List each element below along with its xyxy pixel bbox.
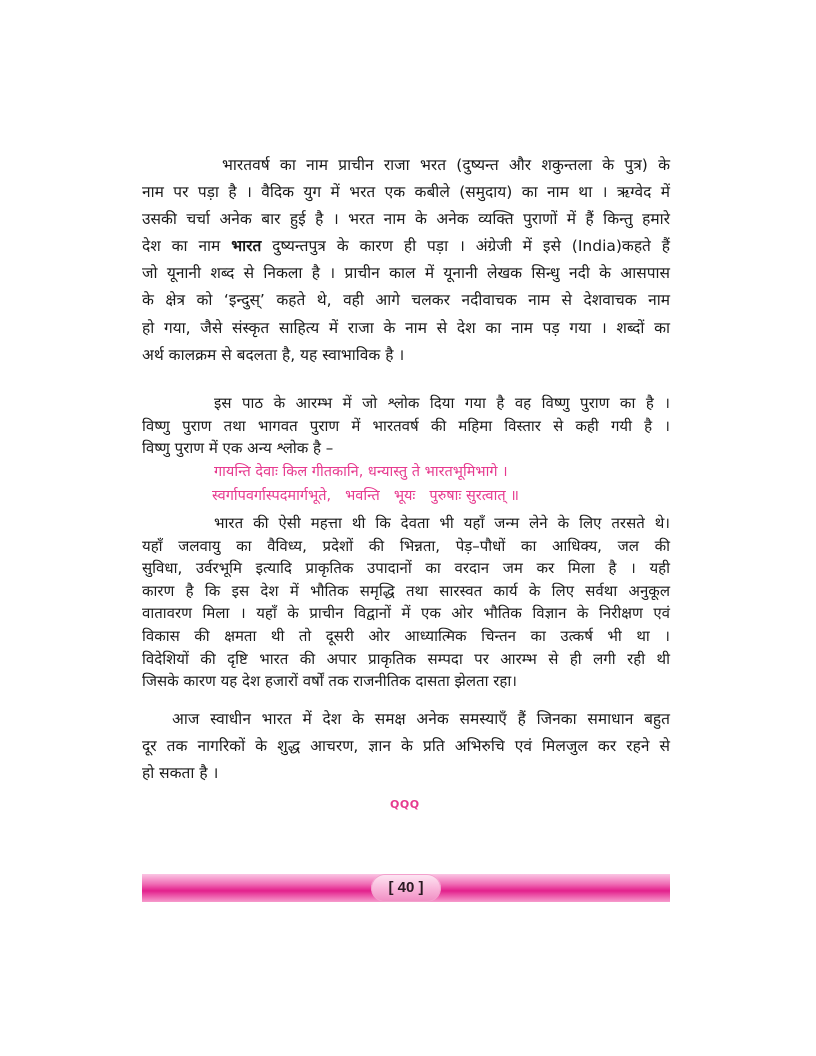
- text-line: हो सकता है ।: [142, 764, 219, 782]
- text-line: यहाँ जलवायु का वैविध्य, प्रदेशों की भिन्नता, पेड़–पौधों का आधिक्य, जल की: [142, 536, 670, 555]
- page-number: [ 40 ]: [371, 874, 441, 902]
- text-line: देश का नाम भारत दुष्यन्तपुत्र के कारण ही पड़ा । अंग्रेजी में इसे (India)कहते हैं: [142, 237, 670, 256]
- end-of-lesson-mark: QQQ: [390, 798, 420, 811]
- text-line: हो गया, जैसे संस्कृत साहित्य में राजा के नाम से देश का नाम पड़ गया । शब्दों का: [142, 318, 670, 337]
- bold-word-bharat: भारत: [231, 237, 262, 256]
- paragraph-bharat-mahatta: [142, 512, 670, 693]
- text-line: वातावरण मिला । यहाँ के प्राचीन विद्वानों में एक ओर भौतिक विज्ञान के निरीक्षण एवं: [142, 604, 670, 623]
- text-line: दूर तक नागरिकों के शुद्ध आचरण, ज्ञान के प्रति अभिरुचि एवं मिलजुल कर रहने से: [142, 737, 670, 755]
- paragraph-swadhin-bharat: [142, 706, 670, 787]
- verse-line-1: गायन्ति देवाः किल गीतकानि, धन्यास्तु ते भारतभूमिभागे ।: [214, 464, 508, 480]
- text-line: विकास की क्षमता थी तो दूसरी ओर आध्यात्मिक चिन्तन का उत्कर्ष भी था ।: [142, 626, 670, 645]
- text-line: अर्थ कालक्रम से बदलता है, यह स्वाभाविक है ।: [142, 345, 405, 364]
- text-line: कारण है कि इस देश में भौतिक समृद्धि तथा सारस्वत कार्य के लिए सर्वथा अनुकूल: [142, 581, 670, 600]
- text-line: सुविधा, उर्वरभूमि इत्यादि प्राकृतिक उपादानों का वरदान जम कर मिला है । यही: [142, 559, 670, 578]
- sanskrit-verse: [142, 460, 670, 508]
- text-line: आज स्वाधीन भारत में देश के समक्ष अनेक समस्याएँ हैं जिनका समाधान बहुत: [172, 710, 670, 728]
- text-line: विष्णु पुराण में एक अन्य श्लोक है –: [142, 439, 334, 458]
- verse-line-2: स्वर्गापवर्गास्पदमार्गभूते, भवन्ति भूयः पुरुषाः सुरत्वात् ॥: [212, 488, 519, 504]
- text-line: जिसके कारण यह देश हजारों वर्षों तक राजनीतिक दासता झेलता रहा।: [142, 672, 517, 691]
- text-line: विदेशियों की दृष्टि भारत की अपार प्राकृतिक सम्पदा पर आरम्भ से ही लगी रही थी: [142, 649, 670, 668]
- text-line: जो यूनानी शब्द से निकला है । प्राचीन काल में यूनानी लेखक सिन्धु नदी के आसपास: [142, 264, 670, 283]
- text-line: विष्णु पुराण तथा भागवत पुराण में भारतवर्ष की महिमा विस्तार से कही गयी है ।: [142, 416, 670, 435]
- text-line: के क्षेत्र को ‘इन्दुस्’ कहते थे, वही आगे चलकर नदीवाचक नाम से देशवाचक नाम: [142, 291, 670, 310]
- paragraph-vishnu-purana: [142, 392, 670, 460]
- text-line: इस पाठ के आरम्भ में जो श्लोक दिया गया है वह विष्णु पुराण का है ।: [214, 394, 670, 412]
- text-line: उसकी चर्चा अनेक बार हुई है । भरत नाम के अनेक व्यक्ति पुराणों में हैं किन्तु हमारे: [142, 210, 670, 229]
- text-line: भारत की ऐसी महत्ता थी कि देवता भी यहाँ जन्म लेने के लिए तरसते थे।: [214, 514, 670, 532]
- text-line: भारतवर्ष का नाम प्राचीन राजा भरत (दुष्यन्त और शकुन्तला के पुत्र) के: [222, 156, 670, 174]
- paragraph-bharatvarsh-name: [142, 152, 670, 369]
- text-line: नाम पर पड़ा है । वैदिक युग में भरत एक कबीले (समुदाय) का नाम था । ऋग्वेद में: [142, 183, 670, 202]
